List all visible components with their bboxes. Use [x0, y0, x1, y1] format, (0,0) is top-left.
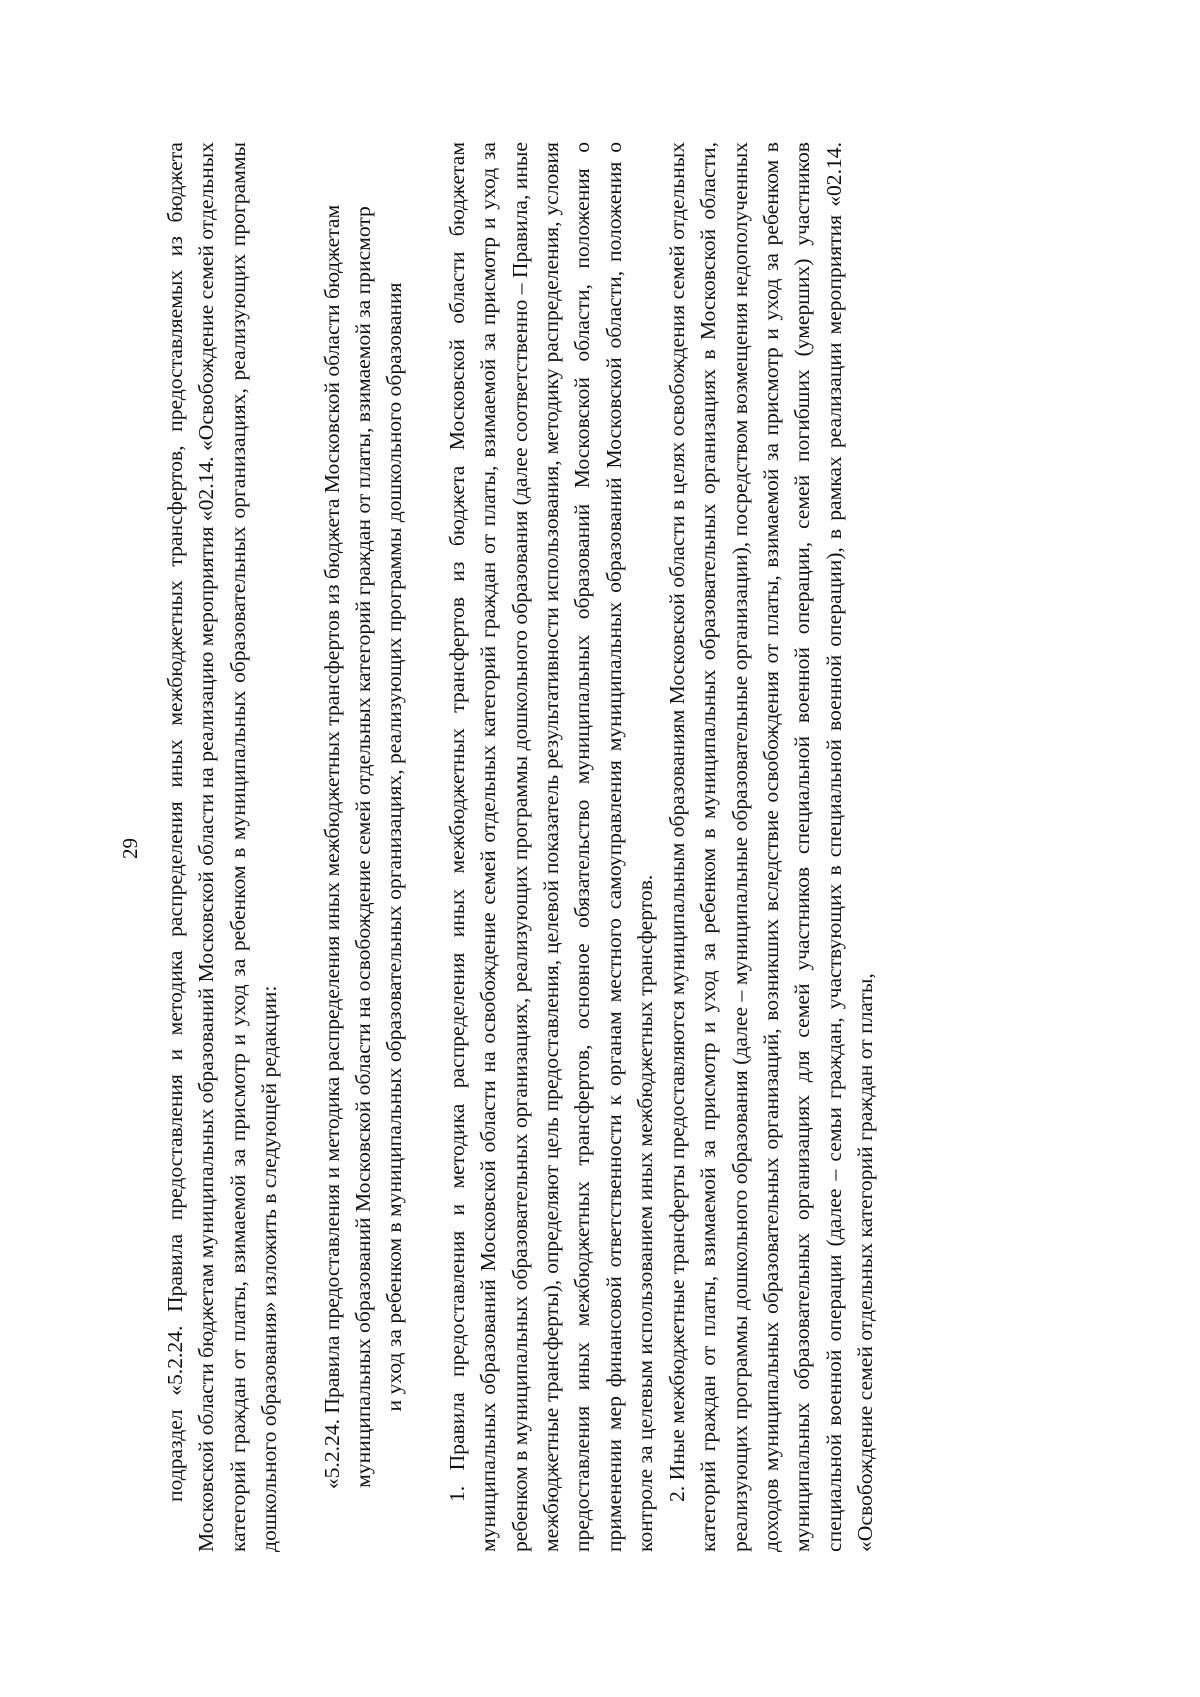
intro-paragraph: подраздел «5.2.24. Правила предоставления и методика распределения иных межбюджетных трансфертов, предоставляемых из бюджета Московской области бюджетам муниципальных образований Московской области на реализацию мероприятия «02.14. «Освобождение семей отдельных категорий граждан от платы, взимаемой за присмотр и уход за ребенком в муниципальных образовательных организациях, реализующих программы дошкольного образования» изложить в следующей редакции:: [163, 142, 282, 1552]
paragraph-2: 2. Иные межбюджетные трансферты предоставляются муниципальным образованиям Московской области в целях освобождения семей отдельных категорий граждан от платы, взимаемой за присмотр и уход за ребенком в муниципальных образовательных организациях в Московской области, реализующих программы дошкольного образования (далее – муниципальные образовательные организации), посредством возмещения недополученных доходов муниципальных образовательных организаций, возникших вследствие освобождения от платы, взимаемой за присмотр и уход за ребенком в муниципальных образовательных организациях для семей участников специальной военной операции, семей погибших (умерших) участников специальной военной операции (далее – семьи граждан, участвующих в специальной военной операции), в рамках реализации мероприятия «02.14. «Освобождение семей отдельных категорий граждан от платы,: [664, 142, 878, 1552]
paragraph-1: 1. Правила предоставления и методика распределения иных межбюджетных трансфертов из бюджета Московской области бюджетам муниципальных образований Московской области на освобождение семей отдельных категорий граждан от платы, взимаемой за присмотр и уход за ребенком в муниципальных образовательных организациях, реализующих программы дошкольного образования (далее соответственно – Правила, иные межбюджетные трансферты), определяют цель предоставления, целевой показатель результативности использования, методику распределения, условия предоставления иных межбюджетных трансфертов, основное обязательство муниципальных образований Московской области, положения о применении мер финансовой ответственности к органам местного самоуправления муниципальных образований Московской области, положения о контроле за целевым использованием иных межбюджетных трансфертов.: [444, 142, 658, 1552]
section-heading: «5.2.24. Правила предоставления и методика распределения иных межбюджетных трансфертов из бюджета Московской области бюджетам муниципальных образований Московской области на освобождение семей отдельных категорий граждан от платы, взимаемой за присмотр и уход за ребенком в муниципальных образовательных организациях, реализующих программы дошкольного образования: [319, 204, 407, 1490]
page-number: 29: [118, 838, 142, 859]
document-body: [160, 142, 882, 1552]
